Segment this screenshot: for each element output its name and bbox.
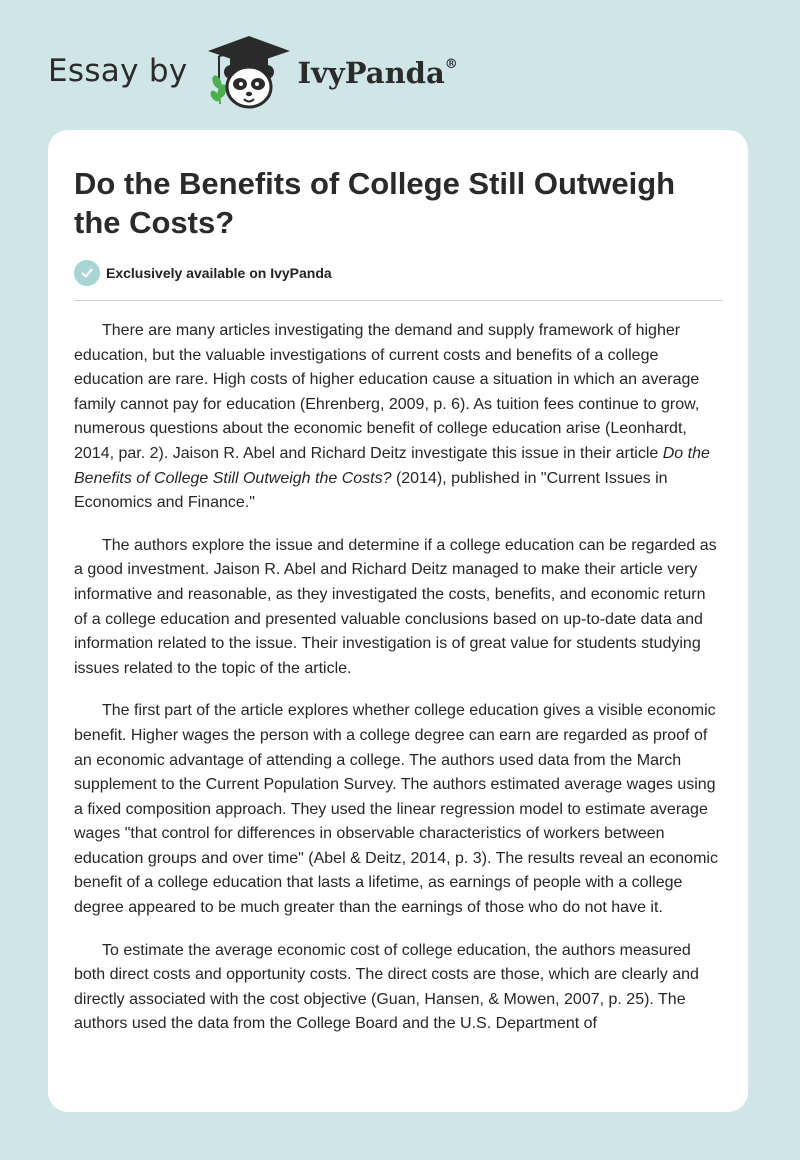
registered-mark: ® (444, 57, 458, 73)
essay-by-label: Essay by (48, 53, 188, 89)
paragraph-text: There are many articles investigating the demand and supply framework of higher education, but the valuable investigations of current costs and benefits of a college education are rare. High costs of higher education cause a situation in which an average family cannot pay for education (Ehrenberg, 2009, p. 6). As tuition fees continue to grow, numerous questions about the economic benefit of college education arise (Leonhardt, 2014, par. 2). Jaison R. Abel and Richard Deitz investigate this issue in their article (74, 322, 700, 462)
paragraph (74, 319, 722, 516)
paragraph: The authors explore the issue and determine if a college education can be regarded as a good investment. Jaison R. Abel and Richard Deitz managed to make their article very informative and reasonable, as they investigated the costs, benefits, and economic return of a college education and presented valuable conclusions based on up-to-date data and information related to the issue. Their investigation is of great value for students studying issues related to the topic of the article. (74, 536, 717, 677)
brand-text: IvyPanda (297, 56, 445, 90)
paragraph: The first part of the article explores whether college education gives a visible economic benefit. Higher wages the person with a college degree can earn are regarded as proof of an economic advantage of attending a college. The authors used data from the March supplement to the Current Population Survey. The authors estimated average wages using a fixed composition approach. They used the linear regression model to estimate average wages "that control for differences in observable characteristics of workers between education groups and over time" (Abel & Deitz, 2014, p. 3). The results reveal an economic benefit of a college education that lasts a lifetime, as earnings of people with a college degree appeared to be much greater than the earnings of those who do not have it. (74, 702, 718, 917)
brand-name (298, 56, 458, 90)
paragraph: To estimate the average economic cost of college education, the authors measured both direct costs and opportunity costs. The direct costs are those, which are clearly and directly associated with the cost objective (Guan, Hansen, & Mowen, 2007, p. 25). The authors used the data from the College Board and the U.S. Department of (74, 941, 699, 1033)
panda-logo-icon[interactable] (204, 34, 294, 114)
article-title: Do the Benefits of College Still Outweigh the Costs? (74, 166, 676, 240)
article-card (48, 130, 748, 1112)
article-reference-title: Do the Benefits of College Still Outweigh the Costs? (74, 444, 710, 487)
site-header (48, 34, 458, 114)
divider (74, 300, 722, 301)
check-icon (74, 260, 100, 286)
exclusive-text: Exclusively available on IvyPanda (106, 265, 332, 281)
exclusive-badge (74, 258, 722, 288)
paragraph-text: (2014), published in "Current Issues in Economics and Finance." (74, 469, 668, 512)
